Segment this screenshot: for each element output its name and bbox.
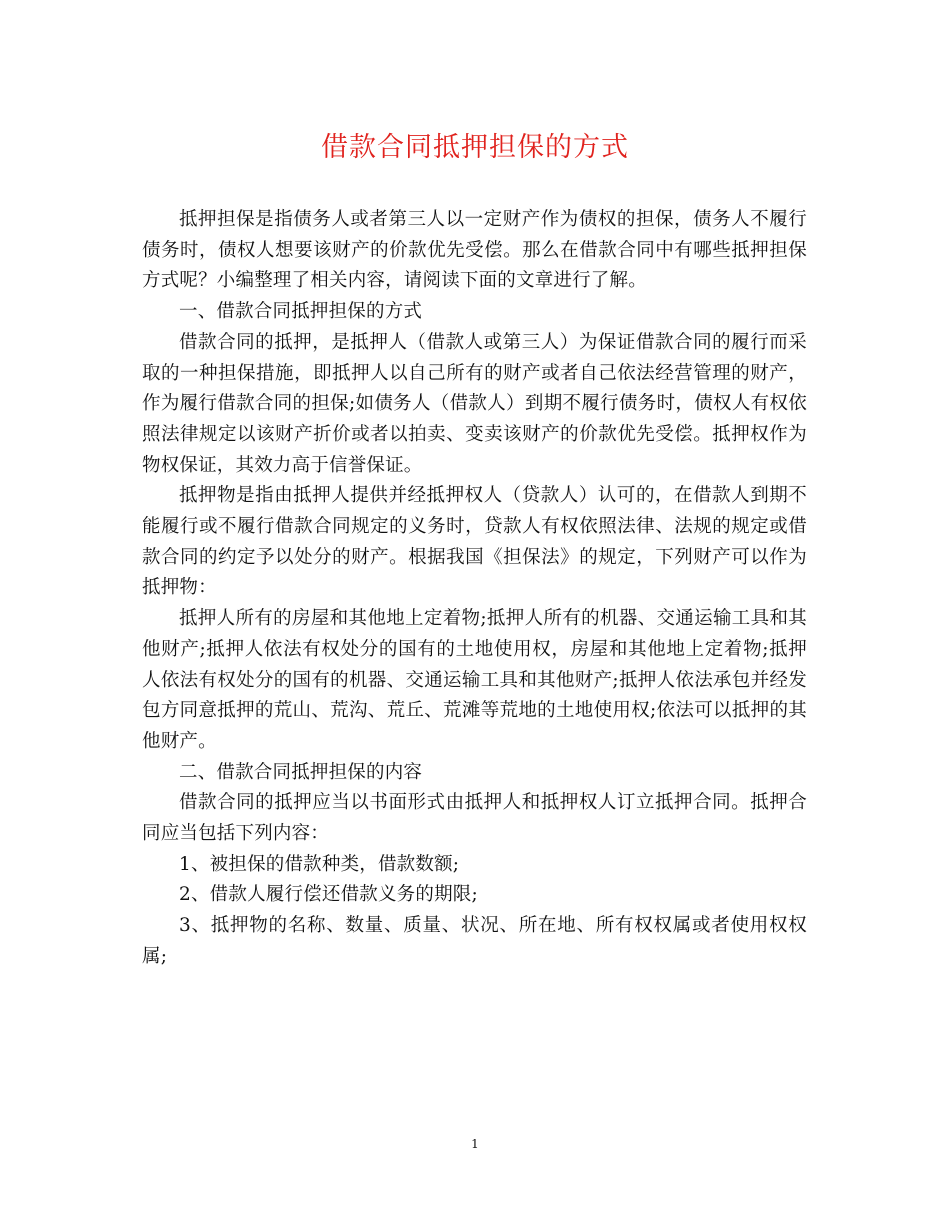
- list-item: 2、借款人履行偿还借款义务的期限;: [179, 884, 478, 906]
- list-item: 3、抵押物的名称、数量、质量、状况、所在地、所有权权属或者使用权权属;: [142, 915, 807, 967]
- body-paragraph: 抵押人所有的房屋和其他地上定着物;抵押人所有的机器、交通运输工具和其他财产;抵押人依法有权处分的国有的土地使用权，房屋和其他地上定着物;抵押人依法有权处分的国有的机器、交通运输工具和其他财产;抵押人依法承包并经发包方同意抵押的荒山、荒沟、荒丘、荒滩等荒地的土地使用权;依法可以抵押的其他财产。: [142, 608, 807, 752]
- section-heading-2: 二、借款合同抵押担保的内容: [179, 761, 423, 783]
- page-number: 1: [471, 1137, 479, 1151]
- body-paragraph: 抵押物是指由抵押人提供并经抵押权人（贷款人）认可的，在借款人到期不能履行或不履行借款合同规定的义务时，贷款人有权依照法律、法规的规定或借款合同的约定予以处分的财产。根据我国《担保法》的规定，下列财产可以作为抵押物：: [142, 485, 807, 599]
- document-title: 借款合同抵押担保的方式: [321, 132, 629, 163]
- body-paragraph: 借款合同的抵押，是抵押人（借款人或第三人）为保证借款合同的履行而采取的一种担保措施，即抵押人以自己所有的财产或者自己依法经营管理的财产，作为履行借款合同的担保;如债务人（借款人）到期不履行债务时，债权人有权依照法律规定以该财产折价或者以拍卖、变卖该财产的价款优先受偿。抵押权作为物权保证，其效力高于信誉保证。: [142, 331, 807, 476]
- body-paragraph: 借款合同的抵押应当以书面形式由抵押人和抵押权人订立抵押合同。抵押合同应当包括下列内容：: [142, 792, 807, 845]
- intro-paragraph: 抵押担保是指债务人或者第三人以一定财产作为债权的担保，债务人不履行债务时，债权人想要该财产的价款优先受偿。那么在借款合同中有哪些抵押担保方式呢？小编整理了相关内容，请阅读下面的文章进行了解。: [142, 209, 807, 292]
- list-item: 1、被担保的借款种类，借款数额;: [179, 853, 460, 875]
- document-body: [142, 205, 807, 973]
- section-heading-1: 一、借款合同抵押担保的方式: [179, 301, 423, 323]
